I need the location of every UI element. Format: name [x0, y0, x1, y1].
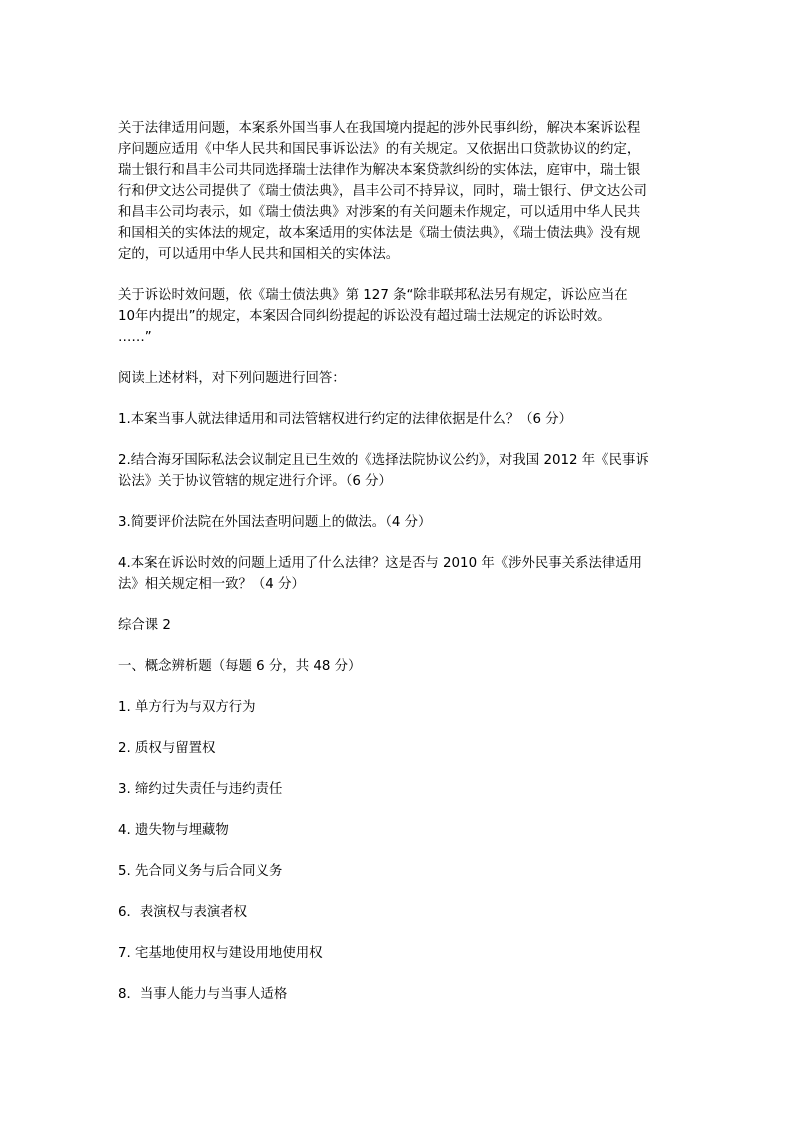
text-line: 和国相关的实体法的规定，故本案适用的实体法是《瑞士债法典》，《瑞士债法典》没有规: [118, 226, 641, 241]
concept-item: 8．当事人能力与当事人适格: [118, 987, 288, 1002]
instruction-text: 阅读上述材料，对下列问题进行回答：: [118, 371, 346, 386]
text-line: 10年内提出”的规定，本案因合同纠纷提起的诉讼没有超过瑞士法规定的诉讼时效。: [118, 309, 611, 324]
text-line: 关于诉讼时效问题，依《瑞士债法典》第 127 条“除非联邦私法另有规定，诉讼应当在: [118, 288, 628, 303]
part-heading: 一、概念辨析题（每题 6 分，共 48 分）: [118, 659, 362, 674]
paragraph-law-application: [118, 118, 680, 265]
question-line: 3.简要评价法院在外国法查明问题上的做法。（4 分）: [118, 515, 432, 530]
concept-item: 2. 质权与留置权: [118, 741, 216, 756]
concept-item: 4. 遗失物与埋藏物: [118, 823, 229, 838]
question-line: 4.本案在诉讼时效的问题上适用了什么法律？这是否与 2010 年《涉外民事关系法律适用: [118, 556, 643, 571]
text-line: 行和伊文达公司提供了《瑞士债法典》，昌丰公司不持异议，同时，瑞士银行、伊文达公司: [118, 184, 647, 199]
question-4: [118, 553, 680, 595]
section-title: 综合课 2: [118, 618, 171, 633]
question-line: 法》相关规定相一致？（4 分）: [118, 577, 305, 592]
text-line: 关于法律适用问题，本案系外国当事人在我国境内提起的涉外民事纠纷，解决本案诉讼程: [118, 121, 641, 136]
question-line: 2.结合海牙国际私法会议制定且已生效的《选择法院协议公约》，对我国 2012 年《民事诉: [118, 453, 649, 468]
concept-item: 3. 缔约过失责任与违约责任: [118, 782, 283, 797]
question-3: [118, 512, 680, 533]
question-line: 1.本案当事人就法律适用和司法管辖权进行约定的法律依据是什么？（6 分）: [118, 412, 573, 427]
concept-item: 1. 单方行为与双方行为: [118, 700, 256, 715]
paragraph-limitation: [118, 285, 680, 348]
question-2: [118, 450, 680, 492]
text-line: 定的，可以适用中华人民共和国相关的实体法。: [118, 247, 400, 262]
question-line: 讼法》关于协议管辖的规定进行介评。（6 分）: [118, 474, 392, 489]
text-line: 和昌丰公司均表示，如《瑞士债法典》对涉案的有关问题未作规定，可以适用中华人民共: [118, 205, 641, 220]
concept-item: 6．表演权与表演者权: [118, 905, 248, 920]
text-line: 瑞士银行和昌丰公司共同选择瑞士法律作为解决本案贷款纠纷的实体法，庭审中，瑞士银: [118, 163, 641, 178]
document-page: [118, 118, 680, 1025]
concept-item: 7. 宅基地使用权与建设用地使用权: [118, 946, 323, 961]
question-1: [118, 409, 680, 430]
concept-item: 5. 先合同义务与后合同义务: [118, 864, 283, 879]
text-line: ……”: [118, 330, 152, 345]
text-line: 序问题应适用《中华人民共和国民事诉讼法》的有关规定。又依据出口贷款协议的约定，: [118, 142, 641, 157]
